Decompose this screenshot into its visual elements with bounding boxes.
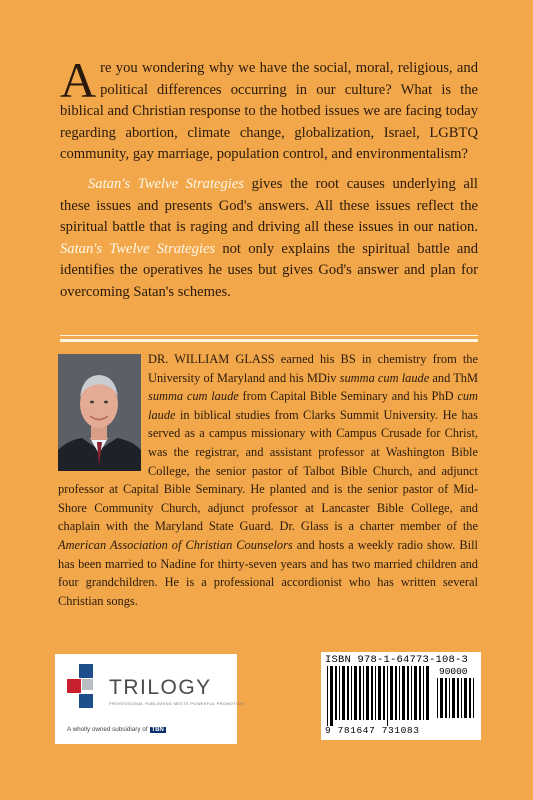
blurb-text-2b: not only explains the spiritual battle and identifies the operatives he uses but gives God's answer and plan for overcoming Satan's schemes.: [60, 240, 478, 300]
publisher-logo: [55, 654, 245, 744]
isbn-barcode: [321, 652, 481, 740]
association-name: American Association of Christian Counselors: [58, 537, 293, 552]
publisher-tagline: PROFESSIONAL PUBLISHING MEETS POWERFUL PROMOTION: [109, 701, 245, 706]
ean-digits: 9 781647 731083: [325, 725, 420, 736]
drop-cap: A: [60, 52, 97, 108]
price-code: 90000: [439, 666, 468, 677]
blurb-paragraph-2: [60, 174, 478, 304]
isbn-label: ISBN 978-1-64773-108-3: [325, 654, 469, 666]
divider-rule-bottom: [60, 339, 478, 342]
divider-rule-top: [60, 335, 478, 336]
ean-barcode-bars: [327, 666, 433, 726]
publisher-name: TRILOGY: [109, 676, 212, 699]
publisher-subsidiary: A wholly owned subsidiary of TBN: [67, 726, 164, 733]
book-blurb: [60, 52, 478, 304]
trilogy-logo-icon: [67, 664, 107, 708]
addon-barcode-bars: [437, 678, 477, 724]
blurb-text-2a: gives the root causes underlying all these issues and presents God's answers. All these issues reflect the spiritual battle that is raging and driving all these issues in our nation.: [60, 175, 478, 236]
author-bio: DR. WILLIAM GLASS earned his BS in chemistry from the University of Maryland and his MDiv summa cum laude and ThM summa cum laude from Capital Bible Seminary and his PhD cum laude in biblical studies from Clarks Summit University. He has served as a campus missionary with Campus Crusade for Christ, was the registrar, and assistant professor at Washington Bible College, the senior pastor of Talbot Bible Church, and adjunct professor at Capital Bible Seminary. He planted and is the senior pastor of Mid-Shore Community Church, adjunct professor at Lancaster Bible College, and chaplain with the Maryland State Guard. Dr. Glass is a charter member of the American Association of Christian Counselors and hosts a weekly radio show. Bill has been married to Nadine for thirty-seven years and has two married children and four grandchildren. He is a professional accordionist who has written several Christian songs.: [58, 352, 478, 608]
tbn-logo: TBN: [151, 727, 164, 733]
book-title-ref: Satan's Twelve Strategies: [88, 175, 244, 192]
author-name: DR. WILLIAM GLASS: [148, 352, 275, 366]
blurb-paragraph-1: [60, 52, 478, 166]
book-title-ref-2: Satan's Twelve Strategies: [60, 240, 216, 257]
blurb-text-1: re you wondering why we have the social, moral, religious, and political differences occurring in our culture? What is the biblical and Christian response to the hotbed issues we are facing today regarding abortion, climate change, globalization, Israel, LGBTQ community, gay marriage, population control, and environmentalism?: [60, 60, 478, 163]
